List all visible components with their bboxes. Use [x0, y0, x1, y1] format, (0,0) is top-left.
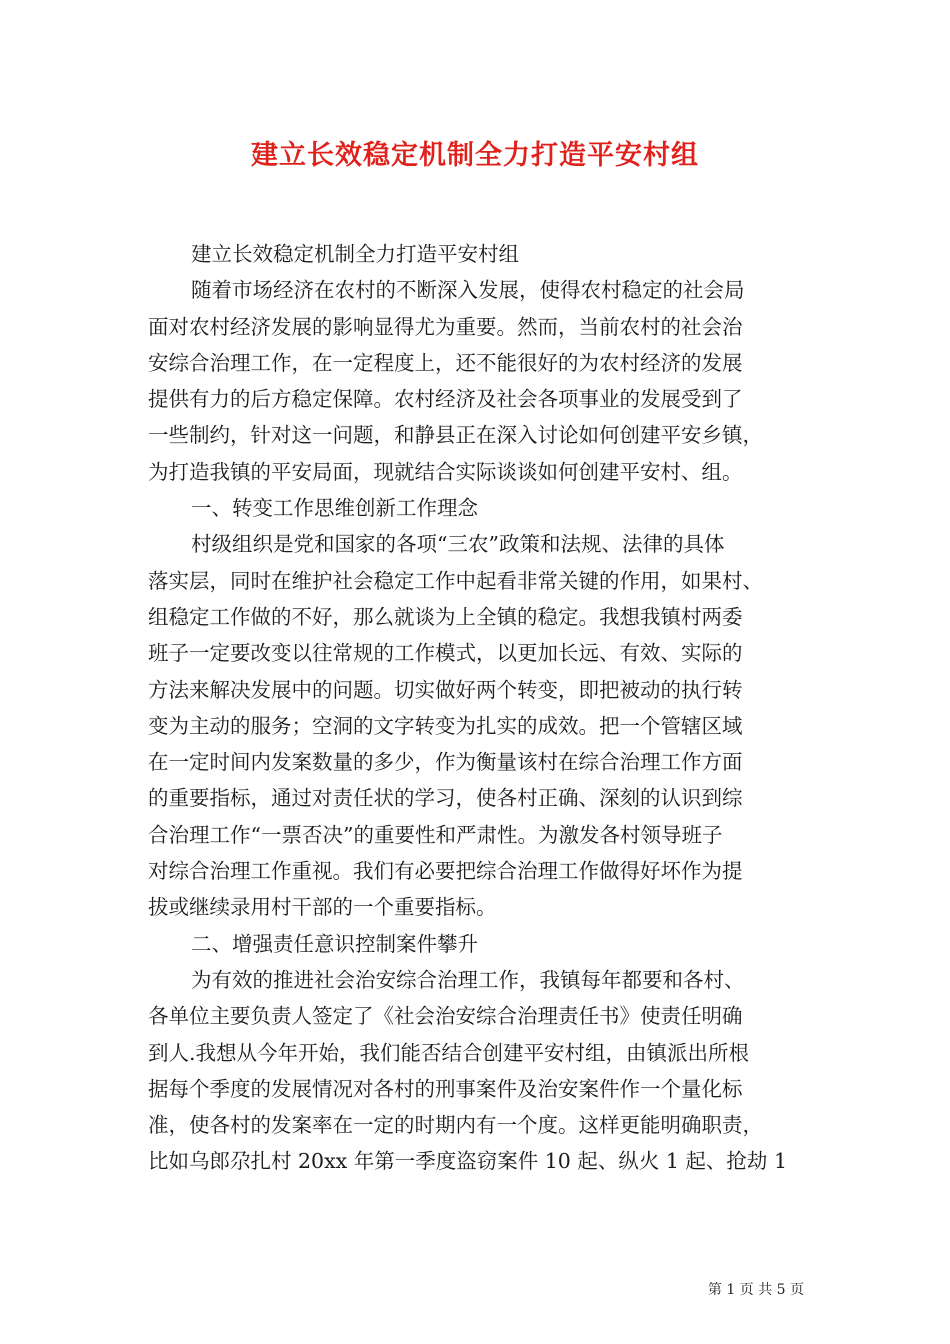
text-line: 一些制约，针对这一问题，和静县正在深入讨论如何创建平安乡镇， — [148, 423, 763, 448]
text-line: 变为主动的服务；空洞的文字转变为扎实的成效。把一个管辖区域 — [148, 713, 743, 738]
text-line: 各单位主要负责人签定了《社会治安综合治理责任书》使责任明确 — [148, 1004, 743, 1029]
text-line: 为有效的推进社会治安综合治理工作，我镇每年都要和各村、 — [191, 967, 745, 992]
text-line: 一、转变工作思维创新工作理念 — [191, 496, 478, 521]
page-footer: 第 1 页 共 5 页 — [707, 1282, 804, 1298]
text-line: 为打造我镇的平安局面，现就结合实际谈谈如何创建平安村、组。 — [148, 459, 743, 484]
text-line: 面对农村经济发展的影响显得尤为重要。然而，当前农村的社会治 — [148, 314, 743, 339]
text-line: 比如乌郎尕扎村 20xx 年第一季度盗窃案件 10 起、纵火 1 起、抢劫 1 — [148, 1149, 787, 1174]
text-line: 班子一定要改变以往常规的工作模式，以更加长远、有效、实际的 — [148, 641, 743, 666]
text-line: 到人.我想从今年开始，我们能否结合创建平安村组，由镇派出所根 — [148, 1040, 750, 1065]
text-line: 方法来解决发展中的问题。切实做好两个转变，即把被动的执行转 — [148, 677, 743, 702]
text-line: 在一定时间内发案数量的多少，作为衡量该村在综合治理工作方面 — [148, 750, 743, 775]
text-line: 建立长效稳定机制全力打造平安村组 — [191, 242, 519, 266]
text-line: 准，使各村的发案率在一定的时期内有一个度。这样更能明确职责， — [148, 1113, 763, 1138]
text-line: 村级组织是党和国家的各项“三农”政策和法规、法律的具体 — [191, 532, 725, 557]
document-title: 建立长效稳定机制全力打造平安村组 — [251, 140, 699, 171]
text-line: 二、增强责任意识控制案件攀升 — [191, 931, 478, 956]
text-line: 提供有力的后方稳定保障。农村经济及社会各项事业的发展受到了 — [148, 387, 743, 412]
text-line: 的重要指标，通过对责任状的学习，使各村正确、深刻的认识到综 — [148, 786, 743, 811]
text-line: 组稳定工作做的不好，那么就谈为上全镇的稳定。我想我镇村两委 — [148, 604, 743, 629]
text-line: 据每个季度的发展情况对各村的刑事案件及治安案件作一个量化标 — [148, 1076, 743, 1101]
document-body — [148, 236, 808, 1180]
text-line: 安综合治理工作，在一定程度上，还不能很好的为农村经济的发展 — [148, 350, 743, 375]
text-line: 拔或继续录用村干部的一个重要指标。 — [148, 895, 497, 920]
text-line: 合治理工作“一票否决”的重要性和严肃性。为激发各村领导班子 — [148, 822, 723, 847]
text-line: 落实层，同时在维护社会稳定工作中起看非常关键的作用，如果村、 — [148, 568, 763, 593]
text-line: 对综合治理工作重视。我们有必要把综合治理工作做得好坏作为提 — [148, 859, 743, 884]
text-line: 随着市场经济在农村的不断深入发展，使得农村稳定的社会局 — [191, 278, 745, 303]
